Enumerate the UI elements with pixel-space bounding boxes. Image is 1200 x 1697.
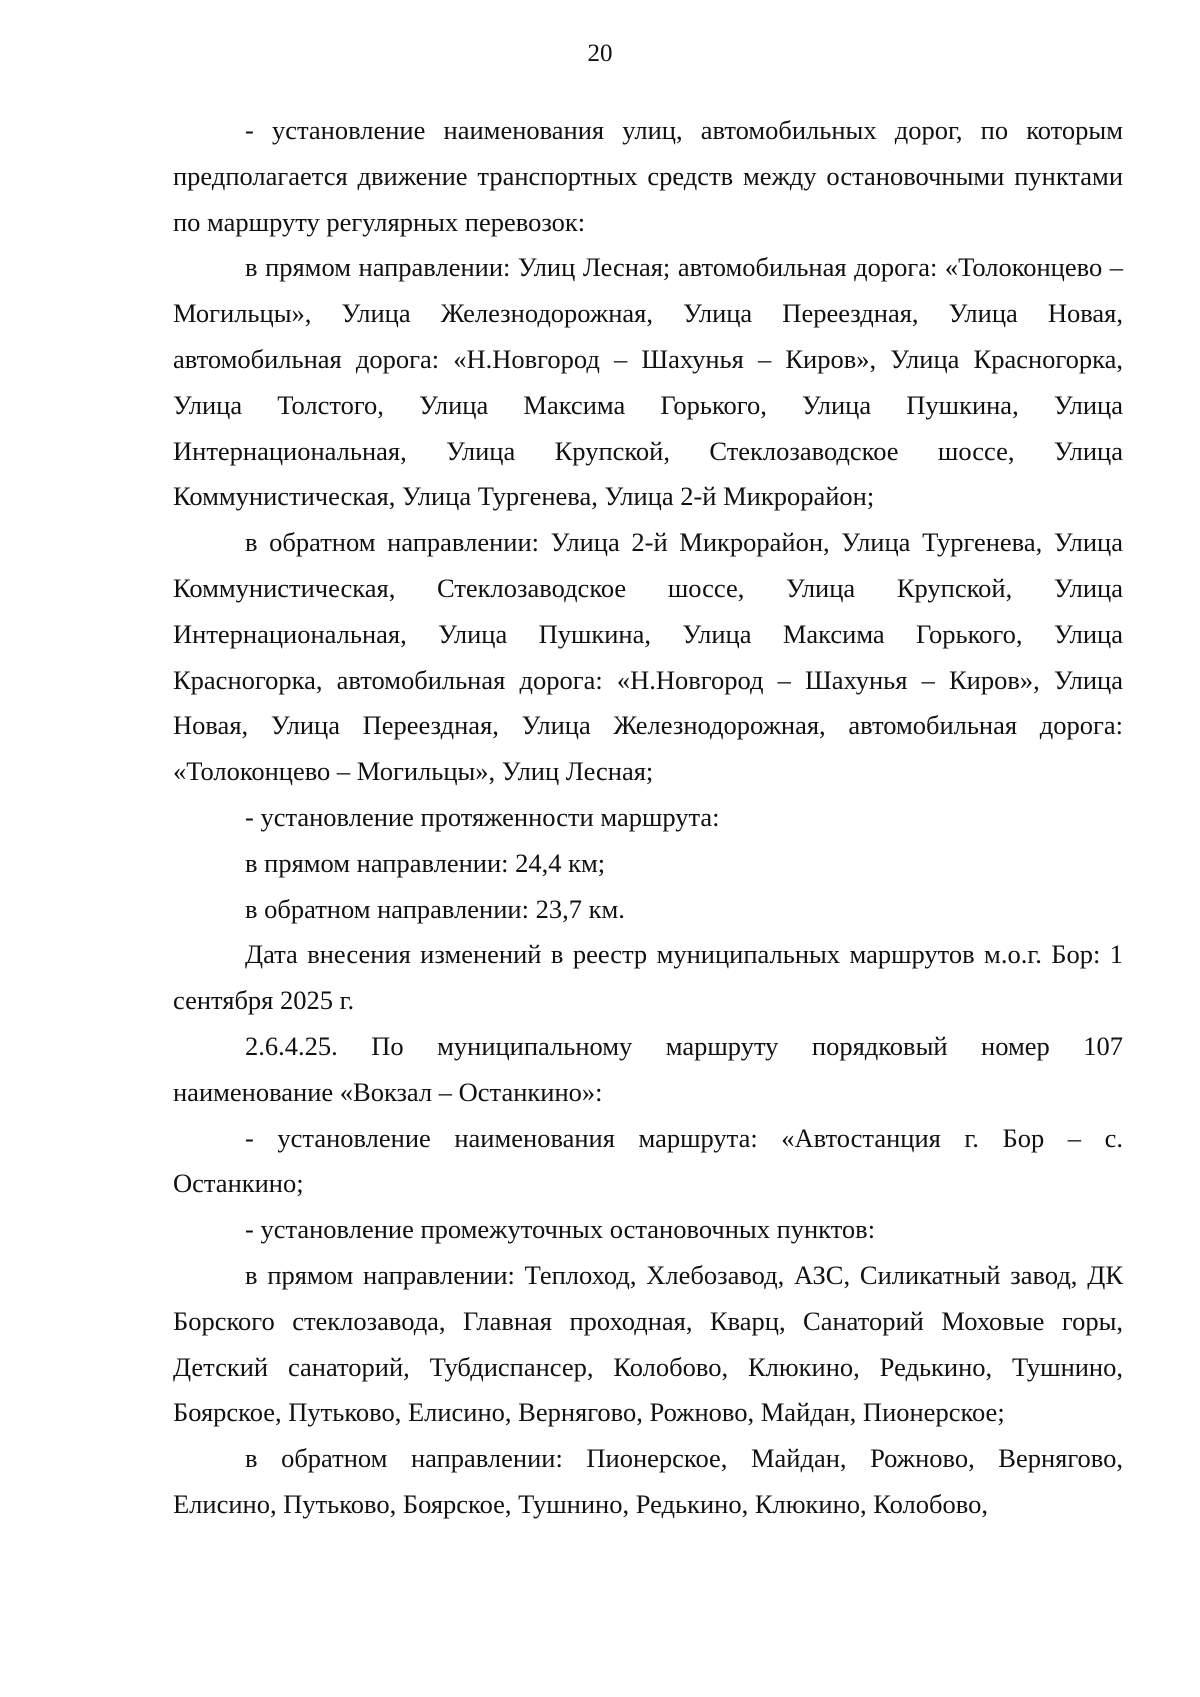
paragraph-intermediate-stops-heading: - установление промежуточных остановочных пунктов: (245, 1214, 876, 1245)
paragraph-route-length-heading: - установление протяженности маршрута: (245, 801, 720, 832)
page-number: 20 (587, 40, 613, 67)
paragraph-reverse-stops: в обратном направлении: Пионерское, Майдан, Рожново, Вернягово, Елисино, Путьково, Боярское, Тушнино, Редькино, Клюкино, Колобово, (173, 1443, 1123, 1519)
paragraph-route-name: - установление наименования маршрута: «Автостанция г. Бор – с. Останкино; (173, 1122, 1123, 1199)
paragraph-forward-streets: в прямом направлении: Улиц Лесная; автомобильная дорога: «Толоконцево – Могильцы», Улица Железнодорожная, Улица Переездная, Улица Новая, автомобильная дорога: «Н.Новгород – Шахунья – Киров», Улица Красногорка, Улица Толстого, Улица Максима Горького, Улица Пушкина, Улица Интернациональная, Улица Крупской, Стеклозаводское шоссе, Улица Коммунистическая, Улица Тургенева, Улица 2-й Микрорайон; (173, 252, 1123, 512)
paragraph-reverse-streets: в обратном направлении: Улица 2-й Микрорайон, Улица Тургенева, Улица Коммунистическая, Стеклозаводское шоссе, Улица Крупской, Улица Интернациональная, Улица Пушкина, Улица Максима Горького, Улица Красногорка, автомобильная дорога: «Н.Новгород – Шахунья – Киров», Улица Новая, Улица Переездная, Улица Железнодорожная, автомобильная дорога: «Толоконцево – Могильцы», Улиц Лесная; (173, 527, 1123, 787)
document-body (173, 108, 1123, 1528)
paragraph-street-names-heading: - установление наименования улиц, автомобильных дорог, по которым предполагается движение транспортных средств между остановочными пунктами по маршруту регулярных перевозок: (173, 115, 1123, 237)
paragraph-forward-length: в прямом направлении: 24,4 км; (245, 847, 606, 878)
paragraph-registry-date: Дата внесения изменений в реестр муниципальных маршрутов м.о.г. Бор: 1 сентября 2025 г. (173, 939, 1123, 1016)
paragraph-reverse-length: в обратном направлении: 23,7 км. (245, 893, 625, 924)
paragraph-forward-stops: в прямом направлении: Теплоход, Хлебозавод, АЗС, Силикатный завод, ДК Борского стеклозавода, Главная проходная, Кварц, Санаторий Моховые горы, Детский санаторий, Тубдиспансер, Колобово, Клюкино, Редькино, Тушнино, Боярское, Путьково, Елисино, Вернягово, Рожново, Майдан, Пионерское; (173, 1259, 1123, 1428)
paragraph-route-107-heading: 2.6.4.25. По муниципальному маршруту порядковый номер 107 наименование «Вокзал – Останкино»: (173, 1030, 1123, 1107)
